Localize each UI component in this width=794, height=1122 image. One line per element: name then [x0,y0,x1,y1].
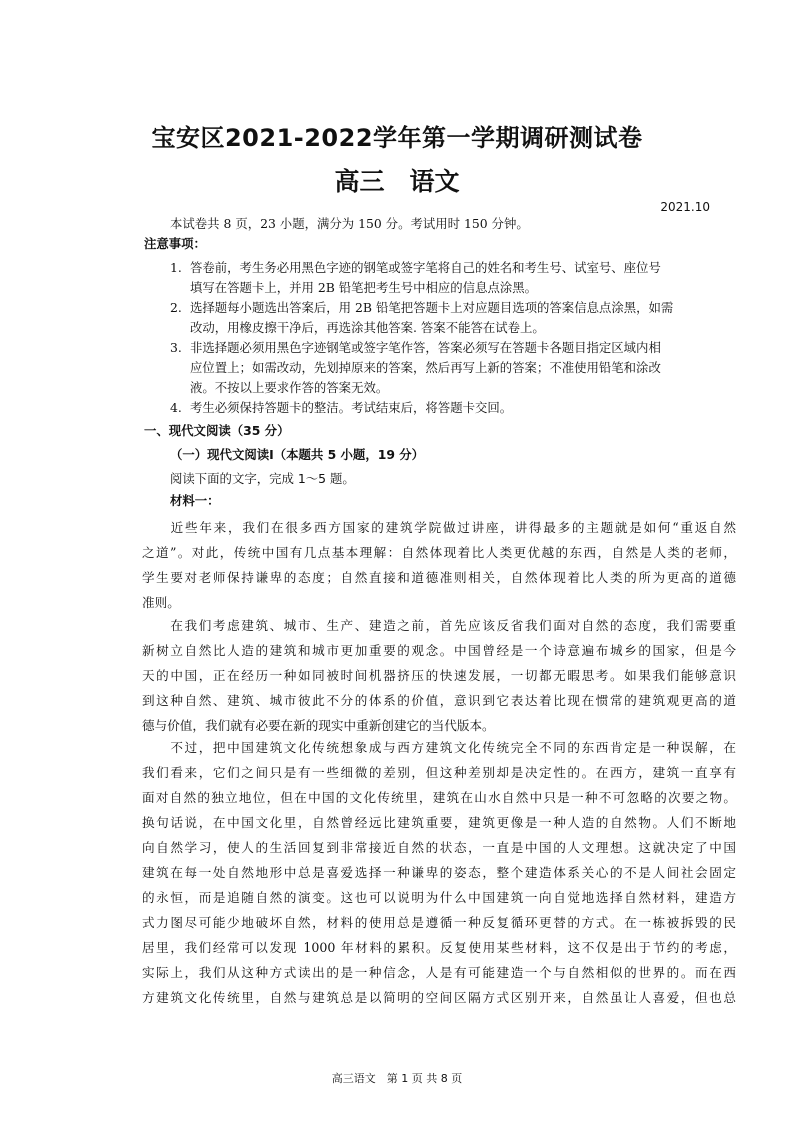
part-heading: （一）现代文阅读Ⅰ（本题共 5 小题，19 分） [170,447,425,462]
page-footer: 高三语文 第 1 页 共 8 页 [331,1072,463,1085]
paragraph-line: 式力图尽可能少地破坏自然，材料的使用总是遵循一种反复循环更替的方式。在一栋被拆毁的民 [142,915,736,930]
paragraph-line: 方建筑文化传统里，自然与建筑总是以简明的空间区隔方式区别开来，自然虽让人喜爱，但也总 [142,990,736,1005]
notice-item-number: 4. [170,400,182,415]
paragraph-line: 实际上，我们从这种方式读出的是一种信念，人是有可能建造一个与自然相似的世界的。而在西 [142,965,736,980]
notice-item-line: 改动，用橡皮擦干净后，再选涂其他答案. 答案不能答在试卷上。 [190,320,545,335]
notice-item-number: 1. [170,260,182,275]
section-heading: 一、现代文阅读（35 分） [144,423,290,438]
exam-date: 2021.10 [660,200,710,214]
paragraph-line: 面对自然的独立地位，但在中国的文化传统里，建筑在山水自然中只是一种不可忽略的次要之物。 [142,790,736,805]
paragraph-line: 建筑在每一处自然地形中总是喜爱选择一种谦卑的姿态，整个建造体系关心的不是人间社会固定 [142,865,736,880]
notice-item-number: 3. [170,340,182,355]
notice-item-line: 应位置上；如需改动，先划掉原来的答案，然后再写上新的答案；不准使用铅笔和涂改 [190,360,661,375]
paragraph-line: 近些年来，我们在很多西方国家的建筑学院做过讲座，讲得最多的主题就是如何“重返自然 [142,520,736,535]
paragraph [142,735,736,1010]
exam-subtitle: 高三 语文 [334,167,460,196]
paragraph-line: 的永恒，而是追随自然的演变。这也可以说明为什么中国建筑一向自觉地选择自然材料，建造方 [142,890,736,905]
paragraph-line: 不过，把中国建筑文化传统想象成与西方建筑文化传统完全不同的东西肯定是一种误解，在 [142,740,736,755]
paragraph-line: 我们看来，它们之间只是有一些细微的差别，但这种差别却是决定性的。在西方，建筑一直享有 [142,765,736,780]
paragraph-line: 学生要对老师保持谦卑的态度；自然直接和道德准则相关，自然体现着比人类的所为更高的道德 [142,570,736,585]
reading-instruction: 阅读下面的文字，完成 1～5 题。 [170,471,355,486]
notice-item-line: 非选择题必须用黑色字迹钢笔或签字笔作答，答案必须写在答题卡各题目指定区域内相 [190,340,661,355]
paragraph [142,515,736,615]
paragraph-line: 居里，我们经常可以发现 1000 年材料的累积。反复使用某些材料，这不仅是出于节约的考虑， [142,940,736,955]
paragraph-line: 之道”。对此，传统中国有几点基本理解：自然体现着比人类更优越的东西，自然是人类的老师， [142,545,736,560]
paragraph [142,613,736,738]
paragraph-line: 德与价值，我们就有必要在新的现实中重新创建它的当代版本。 [142,718,495,733]
paragraph-line: 新树立自然比人造的建筑和城市更加重要的观念。中国曾经是一个诗意遍布城乡的国家，但是今 [142,643,736,658]
exam-intro: 本试卷共 8 页，23 小题，满分为 150 分。考试用时 150 分钟。 [170,216,529,231]
notice-item-line: 选择题每小题选出答案后，用 2B 铅笔把答题卡上对应题目选项的答案信息点涂黑，如需 [190,300,674,315]
notice-heading: 注意事项： [144,236,206,251]
paragraph-line: 准则。 [142,595,180,610]
exam-title: 宝安区2021-2022学年第一学期调研测试卷 [151,124,643,152]
paragraph-line: 向自然学习，使人的生活回复到非常接近自然的状态，一直是中国的人文理想。这就决定了中国 [142,840,736,855]
paragraph-line: 在我们考虑建筑、城市、生产、建造之前，首先应该反省我们面对自然的态度，我们需要重 [142,618,736,633]
material-label: 材料一： [170,493,220,508]
notice-item-line: 液。不按以上要求作答的答案无效。 [190,380,389,395]
paragraph-line: 到这种自然、建筑、城市彼此不分的体系的价值，意识到它表达着比现在惯常的建筑观更高的道 [142,693,736,708]
paragraph-line: 换句话说，在中国文化里，自然曾经远比建筑重要，建筑更像是一种人造的自然物。人们不断地 [142,815,736,830]
paragraph-line: 天的中国，正在经历一种如同被时间机器挤压的快速发展，一切都无暇思考。如果我们能够意识 [142,668,736,683]
notice-item-line: 考生必须保持答题卡的整洁。考试结束后，将答题卡交回。 [190,400,513,415]
notice-item-number: 2. [170,300,182,315]
notice-item-line: 答卷前，考生务必用黑色字迹的钢笔或签字笔将自己的姓名和考生号、试室号、座位号 [190,260,661,275]
notice-item-line: 填写在答题卡上，并用 2B 铅笔把考生号中相应的信息点涂黑。 [190,280,538,295]
